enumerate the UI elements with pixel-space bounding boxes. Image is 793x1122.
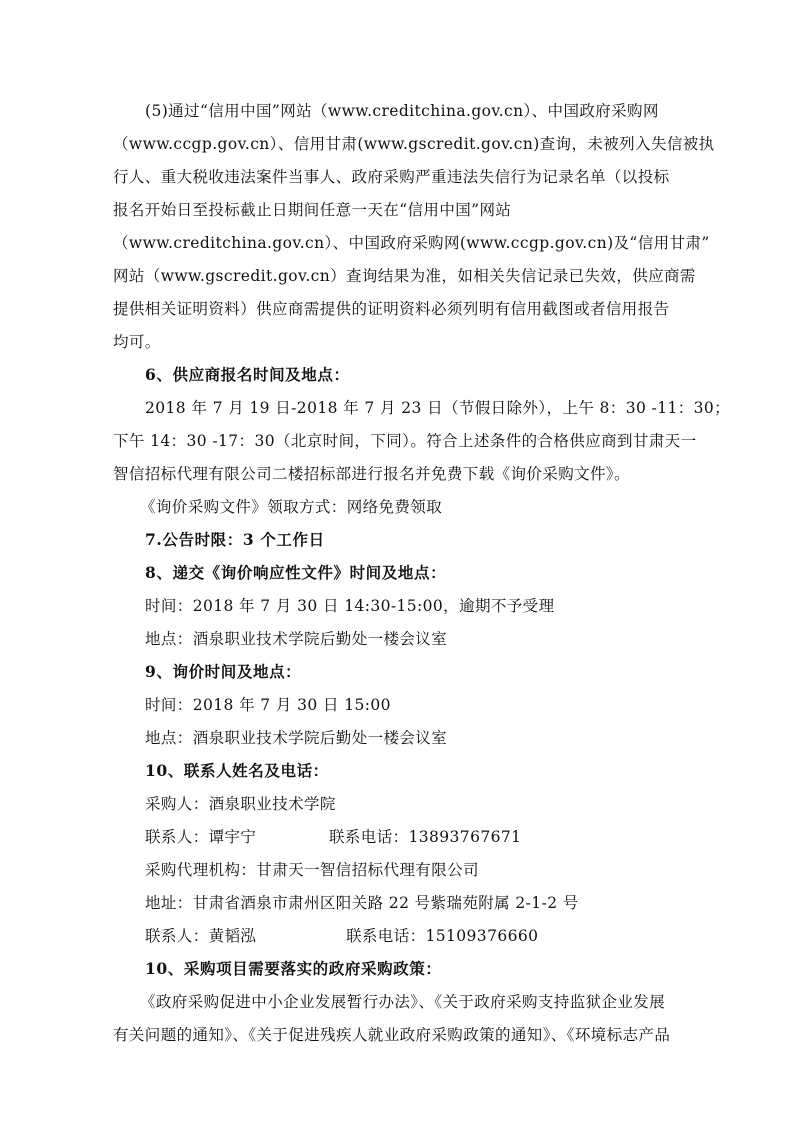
section-6-line-2: 下午 14：30 -17：30（北京时间，下同）。符合上述条件的合格供应商到甘肃天一 bbox=[113, 432, 697, 450]
section-9-heading: 9、询价时间及地点： bbox=[145, 662, 302, 681]
section-6-line-3: 智信招标代理有限公司二楼招标部进行报名并免费下载《询价采购文件》。 bbox=[113, 465, 630, 483]
section-8-time: 时间：2018 年 7 月 30 日 14:30-15:00，逾期不予受理 bbox=[145, 597, 555, 615]
policy-line-2: 有关问题的通知》、《关于促进残疾人就业政府采购政策的通知》、《环境标志产品 bbox=[113, 1026, 671, 1044]
para5-line-3: 行人、重大税收违法案件当事人、政府采购严重违法失信行为记录名单（以投标 bbox=[113, 168, 670, 186]
agency-line: 采购代理机构：甘肃天一智信招标代理有限公司 bbox=[145, 861, 479, 879]
para5-line-6: 网站（www.gscredit.gov.cn）查询结果为准，如相关失信记录已失效，供应商需 bbox=[113, 267, 696, 285]
policy-line-1: 《政府采购促进中小企业发展暂行办法》、《关于政府采购支持监狱企业发展 bbox=[140, 993, 666, 1011]
address-line: 地址：甘肃省酒泉市肃州区阳关路 22 号紫瑞苑附属 2-1-2 号 bbox=[145, 894, 579, 912]
section-6-line-4: 《询价采购文件》领取方式：网络免费领取 bbox=[140, 498, 443, 516]
para5-line-8: 均可。 bbox=[113, 333, 161, 351]
contact-1-phone: 联系电话：13893767671 bbox=[329, 828, 522, 846]
section-7-heading: 7.公告时限：3 个工作日 bbox=[145, 530, 325, 549]
section-6-heading: 6、供应商报名时间及地点： bbox=[145, 365, 350, 384]
contact-1-name: 联系人：谭宇宁 bbox=[145, 828, 257, 846]
section-10-heading: 10、联系人姓名及电话： bbox=[145, 761, 329, 780]
contact-2-phone: 联系电话：15109376660 bbox=[346, 927, 539, 945]
para5-line-5: （www.creditchina.gov.cn）、中国政府采购网(www.ccgp.gov.cn)及“信用甘肃” bbox=[113, 234, 710, 252]
para5-line-7: 提供相关证明资料）供应商需提供的证明资料必须列明有信用截图或者信用报告 bbox=[113, 300, 670, 318]
section-8-place: 地点：酒泉职业技术学院后勤处一楼会议室 bbox=[145, 630, 448, 648]
para5-line-2: （www.ccgp.gov.cn）、信用甘肃(www.gscredit.gov.cn)查询，未被列入失信被执 bbox=[113, 135, 715, 153]
section-10b-heading: 10、采购项目需要落实的政府采购政策： bbox=[145, 959, 442, 978]
section-8-heading: 8、递交《询价响应性文件》时间及地点： bbox=[145, 563, 447, 582]
section-6-line-1: 2018 年 7 月 19 日-2018 年 7 月 23 日（节假日除外），上午 8：30 -11：30； bbox=[145, 399, 731, 417]
purchaser-line: 采购人：酒泉职业技术学院 bbox=[145, 795, 336, 813]
para5-line-4: 报名开始日至投标截止日期间任意一天在“信用中国”网站 bbox=[113, 201, 512, 219]
contact-2-name: 联系人：黄韬泓 bbox=[145, 927, 257, 945]
section-9-place: 地点：酒泉职业技术学院后勤处一楼会议室 bbox=[145, 729, 448, 747]
para5-line-1: (5)通过“信用中国”网站（www.creditchina.gov.cn）、中国政府采购网 bbox=[145, 102, 659, 120]
section-9-time: 时间：2018 年 7 月 30 日 15:00 bbox=[145, 696, 391, 714]
